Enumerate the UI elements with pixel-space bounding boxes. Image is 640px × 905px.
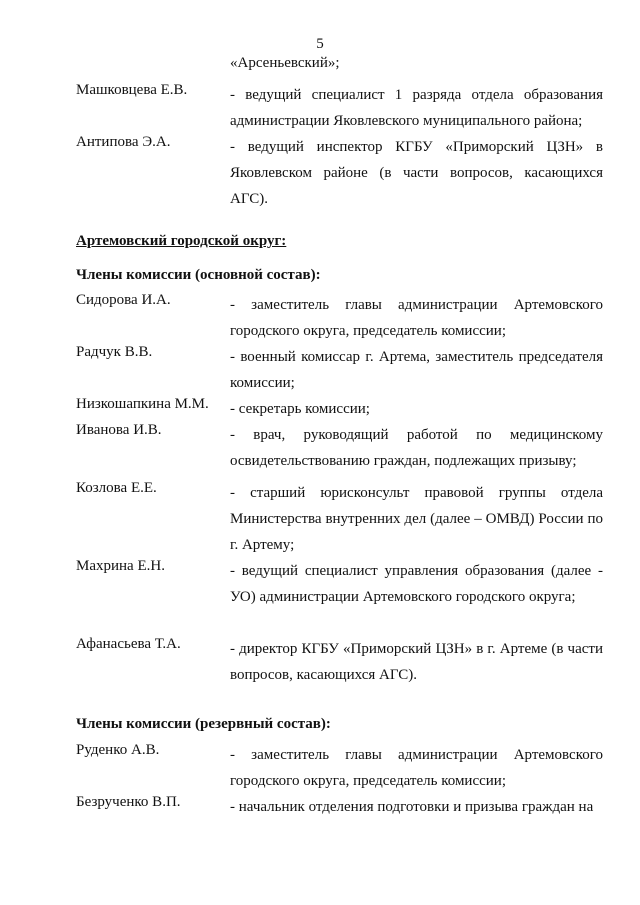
continuation-text: «Арсеньевский»;	[230, 55, 340, 71]
district-heading: Артемовский городской округ:	[76, 233, 287, 249]
main-members-heading: Члены комиссии (основной состав):	[76, 267, 321, 283]
member-role: - заместитель главы администрации Артемовского городского округа, председатель комиссии;	[230, 297, 603, 339]
member-name: Иванова И.В.	[76, 422, 162, 438]
member-name: Махрина Е.Н.	[76, 558, 165, 574]
member-role: - военный комиссар г. Артема, заместитель председателя комиссии;	[230, 349, 603, 391]
member-role: - секретарь комиссии;	[230, 401, 370, 417]
reserve-members-heading: Члены комиссии (резервный состав):	[76, 716, 331, 732]
member-name: Руденко А.В.	[76, 742, 160, 758]
member-name: Машковцева Е.В.	[76, 82, 188, 98]
member-role: - врач, руководящий работой по медицинскому освидетельствованию граждан, подлежащих призыву;	[230, 427, 603, 469]
member-role: - директор КГБУ «Приморский ЦЗН» в г. Артеме (в части вопросов, касающихся АГС).	[230, 641, 603, 683]
member-role: - начальник отделения подготовки и призыва граждан на	[230, 799, 594, 815]
member-role: - старший юрисконсульт правовой группы отдела Министерства внутренних дел (далее – ОМВД) России по г. Артему;	[230, 485, 603, 553]
member-name: Козлова Е.Е.	[76, 480, 157, 496]
member-name: Афанасьева Т.А.	[76, 636, 181, 652]
member-name: Низкошапкина М.М.	[76, 396, 209, 412]
member-role: - ведущий инспектор КГБУ «Приморский ЦЗН» в Яковлевском районе (в части вопросов, касающихся АГС).	[230, 139, 603, 207]
page-number: 5	[316, 36, 324, 52]
member-name: Антипова Э.А.	[76, 134, 171, 150]
member-role: - ведущий специалист 1 разряда отдела образования администрации Яковлевского муниципального района;	[230, 87, 603, 129]
member-name: Радчук В.В.	[76, 344, 153, 360]
member-name: Сидорова И.А.	[76, 292, 171, 308]
member-role: - заместитель главы администрации Артемовского городского округа, председатель комиссии;	[230, 747, 603, 789]
member-role: - ведущий специалист управления образования (далее - УО) администрации Артемовского городского округа;	[230, 563, 603, 605]
member-name: Безрученко В.П.	[76, 794, 181, 810]
